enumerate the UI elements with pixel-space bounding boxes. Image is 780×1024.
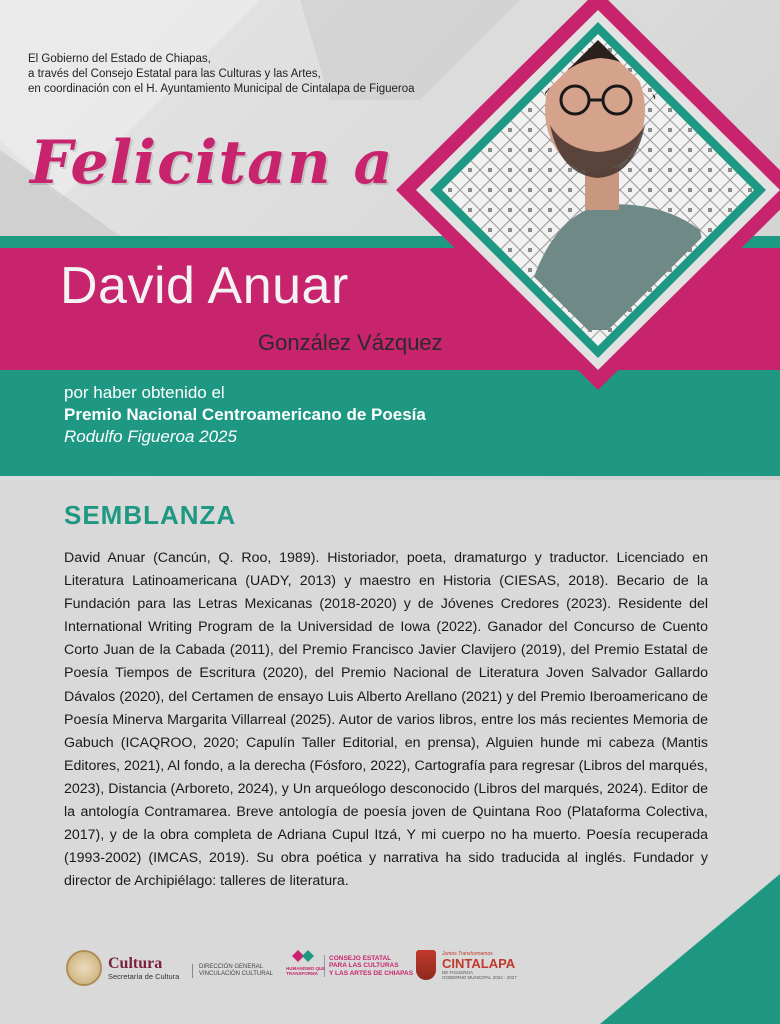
cintalapa-gov: GOBIERNO MUNICIPAL 2024 - 2027 <box>442 974 517 980</box>
honoree-surname: González Vázquez <box>258 330 443 355</box>
municipal-shield-icon <box>416 950 436 980</box>
cultura-label: Cultura <box>108 954 163 972</box>
honoree-name: David Anuar <box>60 257 349 315</box>
direccion-line: DIRECCIÓN GENERAL <box>199 964 264 970</box>
award-subtitle: Rodulfo Figueroa 2025 <box>64 427 237 446</box>
consejo-logo <box>286 948 413 984</box>
headline: Felicitan a <box>30 128 394 198</box>
award-title: Premio Nacional Centroamericano de Poesía <box>64 405 426 424</box>
portrait-photo <box>440 28 760 350</box>
consejo-mark-line: HUMANISMO QUE <box>286 966 326 971</box>
cintalapa-label: CINTALAPA <box>442 955 516 971</box>
sponsor-logos <box>66 946 546 990</box>
cintalapa-slogan: Juntos Transformamos <box>442 950 493 957</box>
cintalapa-logo <box>416 950 517 980</box>
section-title: SEMBLANZA <box>64 500 237 530</box>
coat-of-arms-icon <box>66 950 102 986</box>
cultura-sub: Secretaría de Cultura <box>108 971 180 981</box>
consejo-mark-icon <box>286 948 326 984</box>
direccion-line: VINCULACIÓN CULTURAL <box>199 971 273 977</box>
biography-text: David Anuar (Cancún, Q. Roo, 1989). Historiador, poeta, dramaturgo y traductor. Licenciado en Literatura Latinoamericana (UADY, 2013) y maestro en Historia (CIESAS, 2018). Becario de la Fundación para las Letras Mexicanas (2018-2020) y de Jóvenes Credores (2023). Residente del International Writing Program de la Universidad de Iowa (2022). Ganador del Concurso de Cuento Corto Juan de la Cabada (2011), del Premio Francisco Javier Clavijero (2019), del Premio Estatal de Poesía Tiempos de Escritura (2020), del Premio Nacional de Literatura Joven Salvador Gallardo Dávalos (2020), del Certamen de ensayo Luis Alberto Arellano (2021) y del Premio Iberoamericano de Poesía Minerva Margarita Villarreal (2025). Autor de varios libros, entre los más recientes Memoria de Gabuch (ICAQROO, 2020; Capulín Taller Editorial, en prensa), Alguien hunde mi cabeza (Mantis Editores, 2021), Al fondo, a la derecha (Fósforo, 2022), Cartografía para regresar (Libros del marqués, 2023), Distancia (Arboreto, 2024), y Un arqueólogo desconocido (Libros del marqués, 2024). Editor de la antología Contramarea. Breve antología de poesía joven de Quintana Roo (Plataforma Colectiva, 2017), y de la obra completa de Adriana Cupul Itzá, Y mi cuerpo no ha muerto. Poesía recuperada (1993-2002) (IMCAS, 2019). Su obra poética y narrativa ha sido traducida al inglés. Fundador y director de Archipiélago: talleres de literatura. <box>64 550 708 890</box>
consejo-line: PARA LAS CULTURAS <box>329 962 399 970</box>
cintalapa-sub: DE FIGUEROA <box>442 969 474 975</box>
cultura-logo <box>66 950 179 986</box>
corner-decoration <box>600 874 780 1024</box>
intro-line: en coordinación con el H. Ayuntamiento Municipal de Cintalapa de Figueroa <box>28 83 415 95</box>
consejo-line: Y LAS ARTES DE CHIAPAS <box>329 969 414 977</box>
consejo-line: CONSEJO ESTATAL <box>329 954 392 962</box>
award-intro: por haber obtenido el <box>64 383 225 402</box>
direccion-logo <box>192 964 273 978</box>
intro-line: El Gobierno del Estado de Chiapas, <box>28 53 211 65</box>
consejo-mark-line: TRANSFORMA <box>286 971 318 976</box>
intro-line: a través del Consejo Estatal para las Culturas y las Artes, <box>28 68 321 80</box>
award-text <box>64 382 426 448</box>
